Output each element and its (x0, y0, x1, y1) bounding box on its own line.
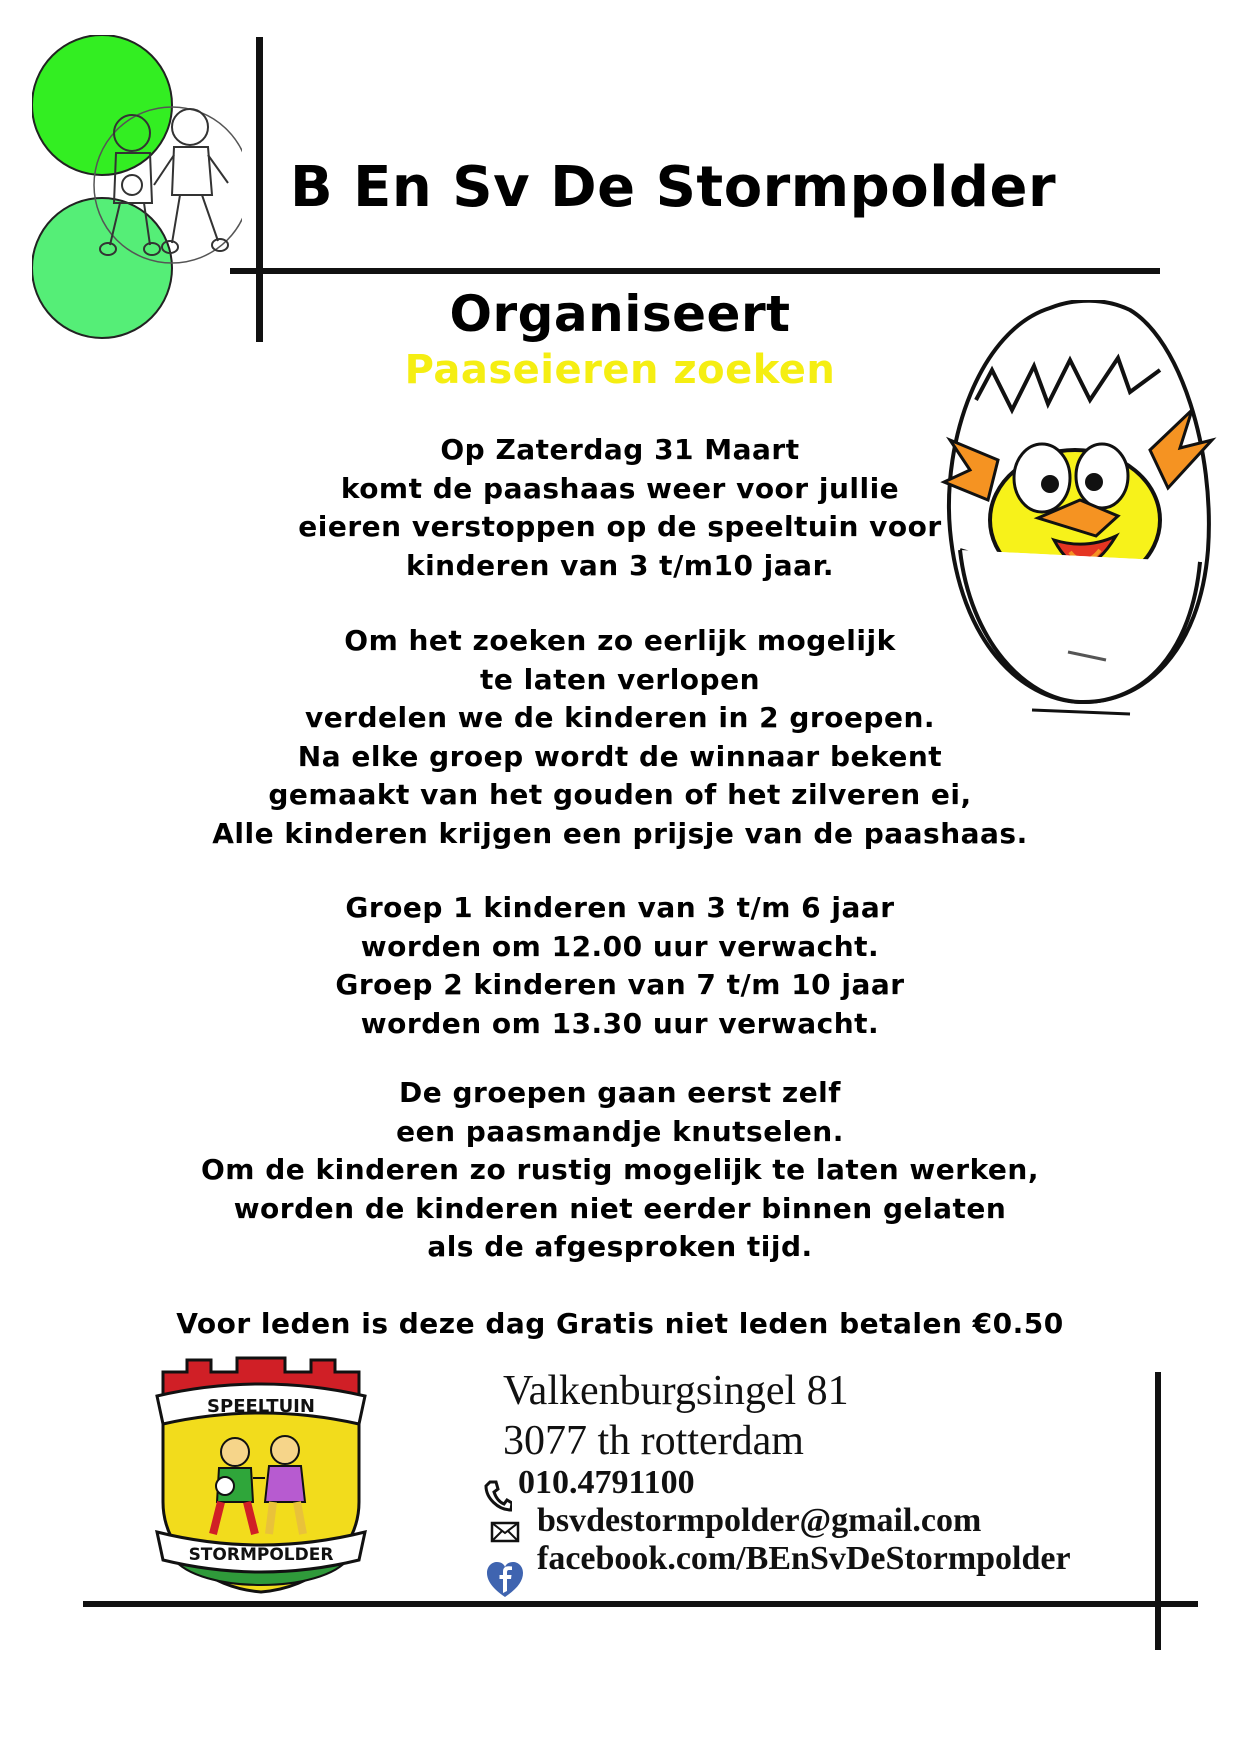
crest-top-text: SPEELTUIN (207, 1396, 315, 1417)
text-line: Alle kinderen krijgen een prijsje van de paashaas. (212, 816, 1028, 850)
text-line: worden om 12.00 uur verwacht. (360, 929, 880, 963)
text-line: een paasmandje knutselen. (396, 1114, 844, 1148)
text-line: Na elke groep wordt de winnaar bekent (297, 739, 943, 773)
activities-paragraph (0, 1074, 1240, 1267)
crest-bottom-text: STORMPOLDER (188, 1545, 334, 1565)
facebook-link[interactable]: facebook.com/BEnSvDeStormpolder (537, 1540, 1071, 1577)
text-line: gemaakt van het gouden of het zilveren ei, (268, 778, 972, 811)
text-line: Groep 2 kinderen van 7 t/m 10 jaar (335, 968, 905, 1001)
text-line: Op Zaterdag 31 Maart (440, 433, 800, 466)
text-line: Om de kinderen zo rustig mogelijk te laten werken, (200, 1153, 1039, 1186)
price-line: Voor leden is deze dag Gratis niet leden betalen €0.50 (176, 1307, 1064, 1340)
text-line: komt de paashaas weer voor jullie (340, 471, 900, 505)
text-line: De groepen gaan eerst zelf (399, 1076, 841, 1109)
event-title: Paaseieren zoeken (404, 347, 836, 393)
text-line: Groep 1 kinderen van 3 t/m 6 jaar (345, 891, 895, 924)
phone-number[interactable]: 010.4791100 (518, 1464, 695, 1501)
text-line: verdelen we de kinderen in 2 groepen. (304, 701, 936, 734)
groups-paragraph (0, 889, 1240, 1043)
email-icon (490, 1521, 520, 1543)
text-line: kinderen van 3 t/m10 jaar. (405, 548, 835, 582)
facebook-icon (485, 1561, 525, 1599)
rules-paragraph (0, 622, 1240, 853)
address-street: Valkenburgsingel 81 (503, 1368, 849, 1414)
phone-icon (484, 1480, 512, 1512)
footer-horizontal-line (83, 1601, 1198, 1607)
text-line: eieren verstoppen op de speeltuin voor (298, 510, 942, 543)
organiseert-heading: Organiseert (449, 285, 791, 343)
address-city: 3077 th rotterdam (503, 1418, 804, 1464)
text-line: worden om 13.30 uur verwacht. (360, 1006, 880, 1040)
text-line: Om het zoeken zo eerlijk mogelijk (344, 624, 896, 657)
speeltuin-crest (153, 1352, 369, 1596)
footer-vertical-line (1155, 1372, 1161, 1650)
header-horizontal-line (230, 268, 1160, 274)
text-line: worden de kinderen niet eerder binnen gelaten (233, 1191, 1007, 1225)
email-address[interactable]: bsvdestormpolder@gmail.com (537, 1502, 982, 1539)
intro-paragraph (0, 431, 1240, 585)
club-title: B En Sv De Stormpolder (290, 155, 1057, 220)
text-line: als de afgesproken tijd. (427, 1230, 813, 1263)
text-line: te laten verlopen (479, 662, 761, 696)
